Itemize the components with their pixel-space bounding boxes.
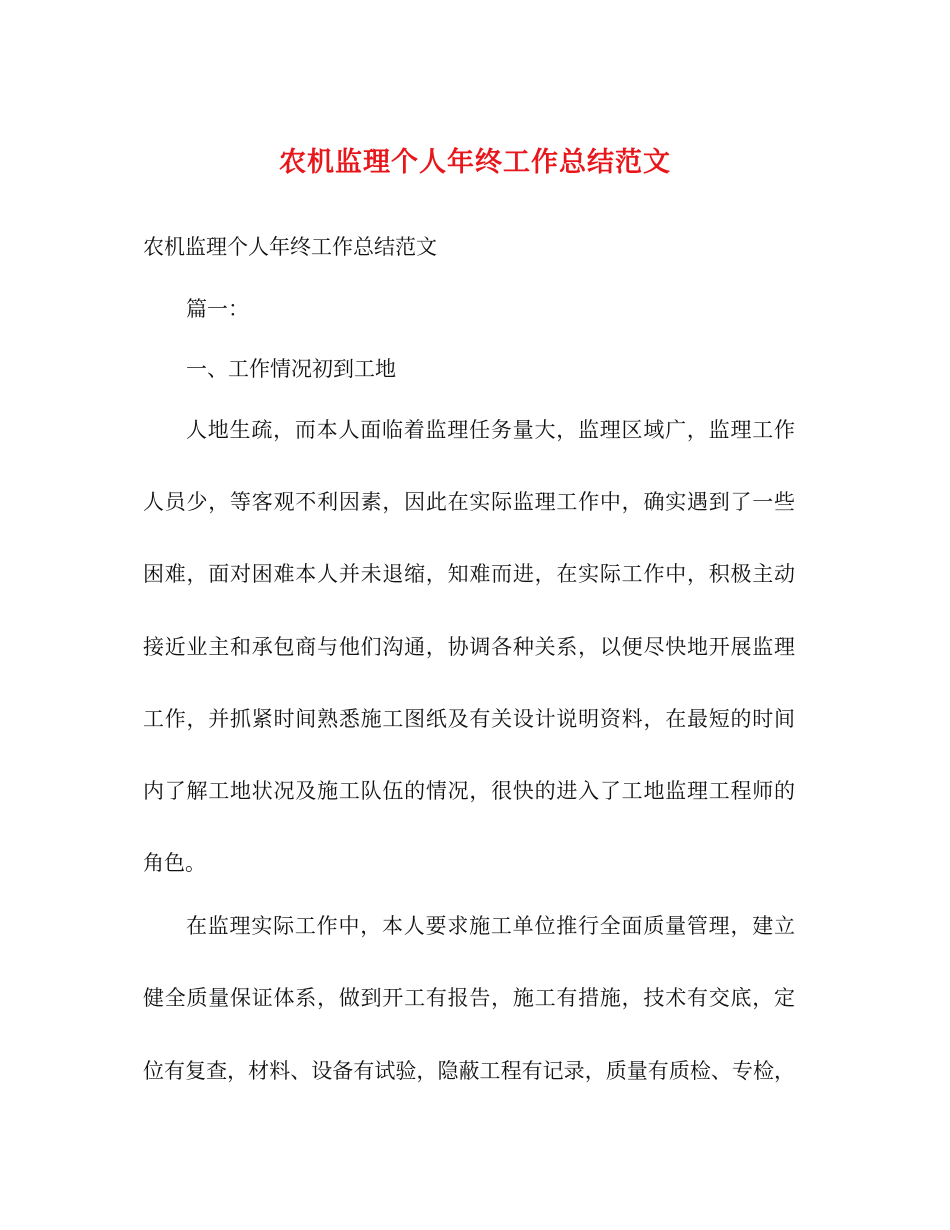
paragraph-line: 位有复查，材料、设备有试验，隐蔽工程有记录，质量有质检、专检，: [143, 1059, 795, 1083]
section-label: 篇一：: [186, 297, 249, 321]
paragraph-line: 工作，并抓紧时间熟悉施工图纸及有关设计说明资料，在最短的时间: [143, 707, 795, 731]
paragraph-line: 健全质量保证体系，做到开工有报告，施工有措施，技术有交底，定: [143, 986, 795, 1010]
paragraph-line: 角色。: [143, 851, 206, 875]
paragraph-line: 接近业主和承包商与他们沟通，协调各种关系，以便尽快地开展监理: [143, 635, 795, 659]
paragraph-line: 内了解工地状况及施工队伍的情况，很快的进入了工地监理工程师的: [143, 779, 795, 803]
paragraph-line: 人地生疏，而本人面临着监理任务量大，监理区域广，监理工作: [186, 418, 795, 442]
paragraph-line: 人员少，等客观不利因素，因此在实际监理工作中，确实遇到了一些: [143, 490, 795, 514]
paragraph-line: 在监理实际工作中，本人要求施工单位推行全面质量管理，建立: [186, 914, 795, 938]
paragraph-line: 困难，面对困难本人并未退缩，知难而进，在实际工作中，积极主动: [143, 562, 795, 586]
document-subtitle: 农机监理个人年终工作总结范文: [143, 235, 437, 259]
section-heading: 一、工作情况初到工地: [186, 357, 396, 381]
document-title: 农机监理个人年终工作总结范文: [279, 147, 671, 178]
